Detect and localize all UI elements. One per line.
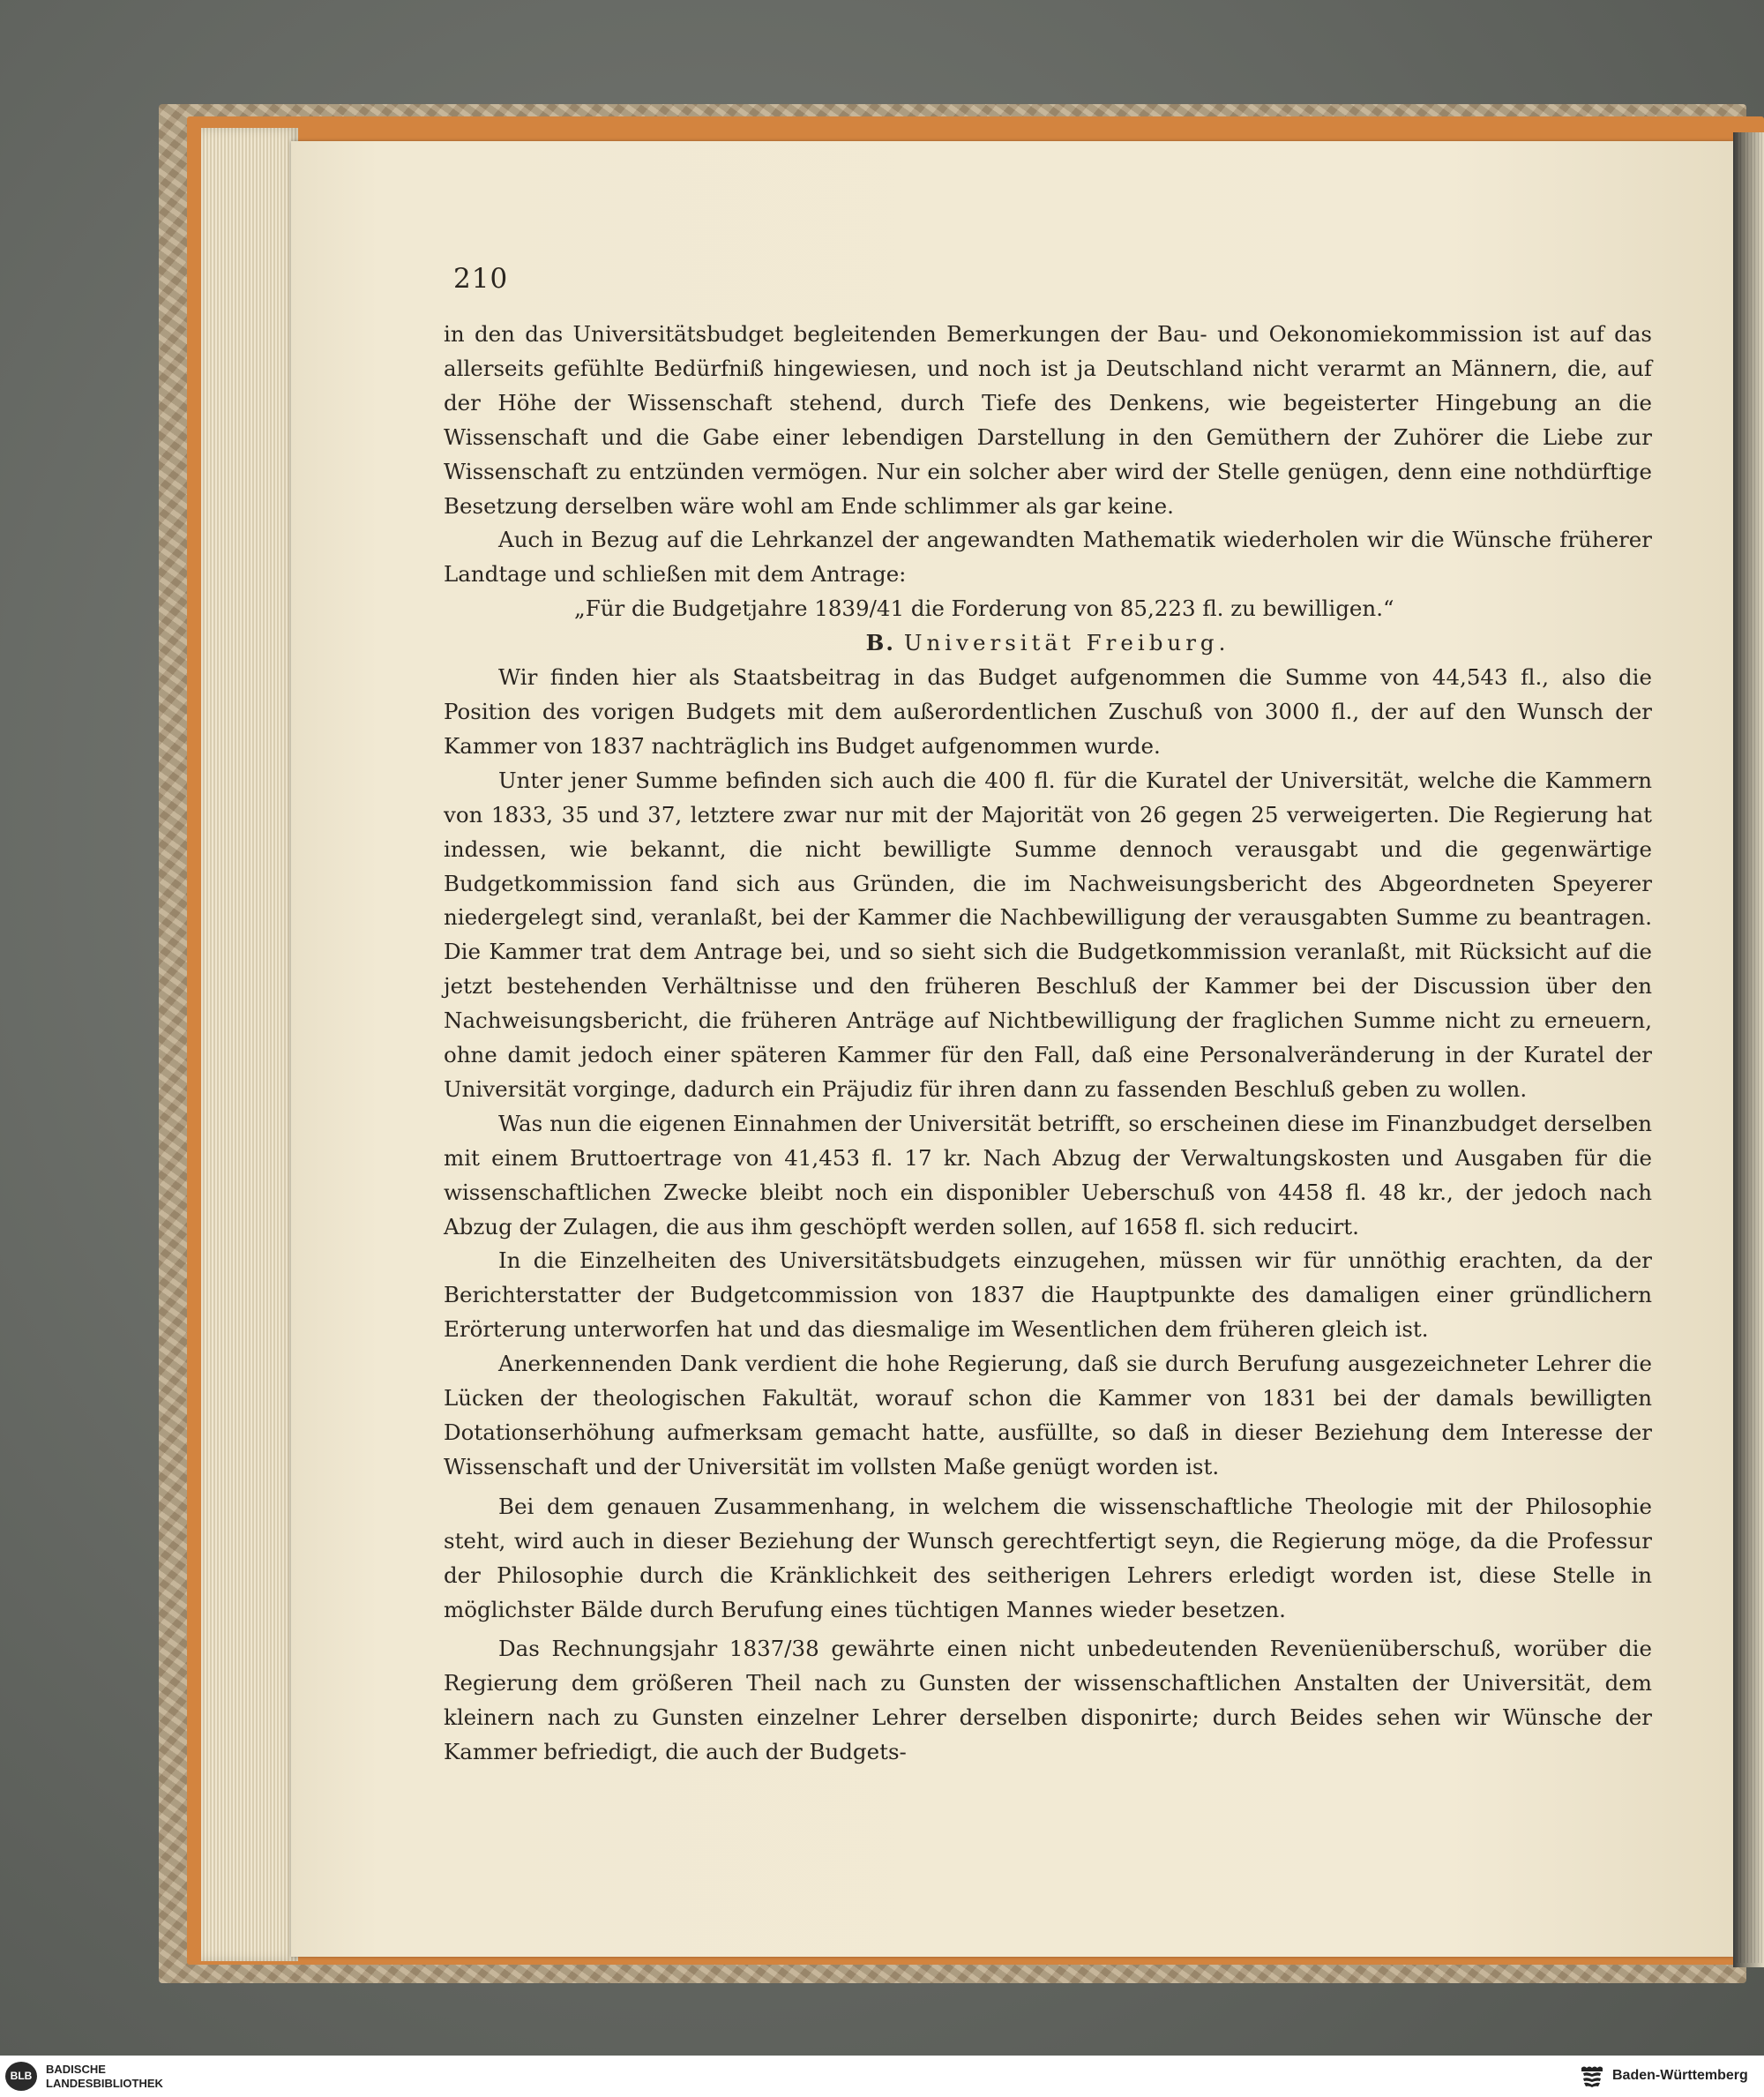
paragraph-9: Das Rechnungsjahr 1837/38 gewährte einen nicht unbedeutenden Revenüenüberschuß, worüber die Regierung dem größeren Theil nach zu Gunsten der wissenschaftlichen Anstalten der Universität, dem kleinern nach zu Gunsten einzelner Lehrer derselben disponirte; durch Beides sehen wir Wünsche der Kammer befriedigt, die auch der Budgets- bbox=[444, 1636, 1652, 1765]
library-name[interactable] bbox=[46, 2063, 163, 2091]
paragraph-6: In die Einzelheiten des Universitätsbudgets einzugehen, müssen wir für unnöthig erachten, da der Berichterstatter der Budgetcommission von 1837 die Hauptpunkte des damaligen einer gründlichern Erörterung unterworfen hat und das diesmalige im Wesentlichen dem früheren gleich ist. bbox=[444, 1247, 1652, 1343]
state-name[interactable]: Baden-Württemberg bbox=[1612, 2068, 1748, 2083]
paragraph-7: Anerkennenden Dank verdient die hohe Regierung, daß sie durch Berufung ausgezeichneter Lehrer die Lücken der theologischen Fakultät, worauf schon die Kammer von 1831 bei der damals bewilligten Dotationserhöhung aufmerksam gemacht hatte, ausfüllte, so daß in dieser Beziehung dem Interesse der Wissenschaft und der Universität im vollsten Maße genügt worden ist. bbox=[444, 1351, 1652, 1479]
blb-logo-icon[interactable]: BLB bbox=[5, 2062, 37, 2091]
paragraph-2: Auch in Bezug auf die Lehrkanzel der angewandten Mathematik wiederholen wir die Wünsche früherer Landtage und schließen mit dem Antrage: bbox=[444, 527, 1652, 588]
paragraph-8: Bei dem genauen Zusammenhang, in welchem die wissenschaftliche Theologie mit der Philosophie steht, wird auch in dieser Beziehung der Wunsch gerechtfertigt seyn, die Regierung möge, da die Professur der Philosophie durch die Kränklichkeit des seitherigen Lehrers erledigt worden ist, diese Stelle in möglichster Bälde durch Berufung eines tüchtigen Mannes wieder besetzen. bbox=[444, 1493, 1652, 1622]
page-text bbox=[444, 318, 1652, 1770]
library-name-line1: BADISCHE bbox=[46, 2063, 106, 2076]
page-edges-right bbox=[1734, 132, 1764, 1963]
footer-bar bbox=[0, 2056, 1764, 2097]
section-heading bbox=[444, 626, 1652, 661]
paragraph-5: Was nun die eigenen Einnahmen der Universität betrifft, so erscheinen diese im Finanzbudget derselben mit einem Bruttoertrage von 41,453 fl. 17 kr. Nach Abzug der Verwaltungskosten und Ausgaben für die wissenschaftlichen Zwecke bleibt noch ein disponibler Ueberschuß von 4458 fl. 48 kr., der jedoch nach Abzug der Zulagen, die aus ihm geschöpft werden sollen, auf 1658 fl. sich reducirt. bbox=[444, 1110, 1652, 1239]
section-letter: B. bbox=[865, 630, 895, 656]
page-number: 210 bbox=[453, 263, 509, 295]
page-edges-left bbox=[201, 128, 298, 1961]
paragraph-3: Wir finden hier als Staatsbeitrag in das Budget aufgenommen die Summe von 44,543 fl., also die Position des vorigen Budgets mit dem außerordentlichen Zuschuß von 3000 fl., der auf den Wunsch der Kammer von 1837 nachträglich ins Budget aufgenommen wurde. bbox=[444, 664, 1652, 759]
paragraph-1: in den das Universitätsbudget begleitenden Bemerkungen der Bau- und Oekonomiekommission ist auf das allerseits gefühlte Bedürfniß hingewiesen, und noch ist ja Deutschland nicht verarmt an Männern, die, auf der Höhe der Wissenschaft stehend, durch Tiefe des Denkens, wie begeisterter Hingebung an die Wissenschaft und die Gabe einer lebendigen Darstellung in den Gemüthern der Zuhörer die Liebe zur Wissenschaft zu entzünden vermögen. Nur ein solcher aber wird der Stelle genügen, denn eine nothdürftige Besetzung derselben wäre wohl am Ende schlimmer als gar keine. bbox=[444, 321, 1652, 519]
section-title: Universität Freiburg. bbox=[903, 630, 1230, 656]
paragraph-4: Unter jener Summe befinden sich auch die 400 fl. für die Kuratel der Universität, welche die Kammern von 1833, 35 und 37, letztere zwar nur mit der Majorität von 26 gegen 25 verweigerten. Die Regierung hat indessen, wie bekannt, die nicht bewilligte Summe dennoch verausgabt und die gegenwärtige Budgetkommission fand sich aus Gründen, die im Nachweisungsbericht des Abgeordneten Speyerer niedergelegt sind, veranlaßt, bei der Kammer die Nachbewilligung der verausgabten Summe zu beantragen. Die Kammer trat dem Antrage bei, und so sieht sich die Budgetkommission veranlaßt, mit Rücksicht auf die jetzt bestehenden Verhältnisse und den früheren Beschluß der Kammer bei der Discussion über den Nachweisungsbericht, die früheren Anträge auf Nichtbewilligung der fraglichen Summe nicht zu erneuern, ohne damit jedoch einer späteren Kammer für den Fall, daß eine Personalveränderung in der Kuratel der Universität vorginge, dadurch ein Präjudiz für ihren dann zu fassenden Beschluß geben zu wollen. bbox=[444, 767, 1652, 1102]
motion-quote: „Für die Budgetjahre 1839/41 die Forderung von 85,223 fl. zu bewilligen.“ bbox=[574, 595, 1394, 622]
library-name-line2: LANDESBIBLIOTHEK bbox=[46, 2077, 163, 2090]
baden-wuerttemberg-crest-icon[interactable] bbox=[1579, 2064, 1605, 2088]
